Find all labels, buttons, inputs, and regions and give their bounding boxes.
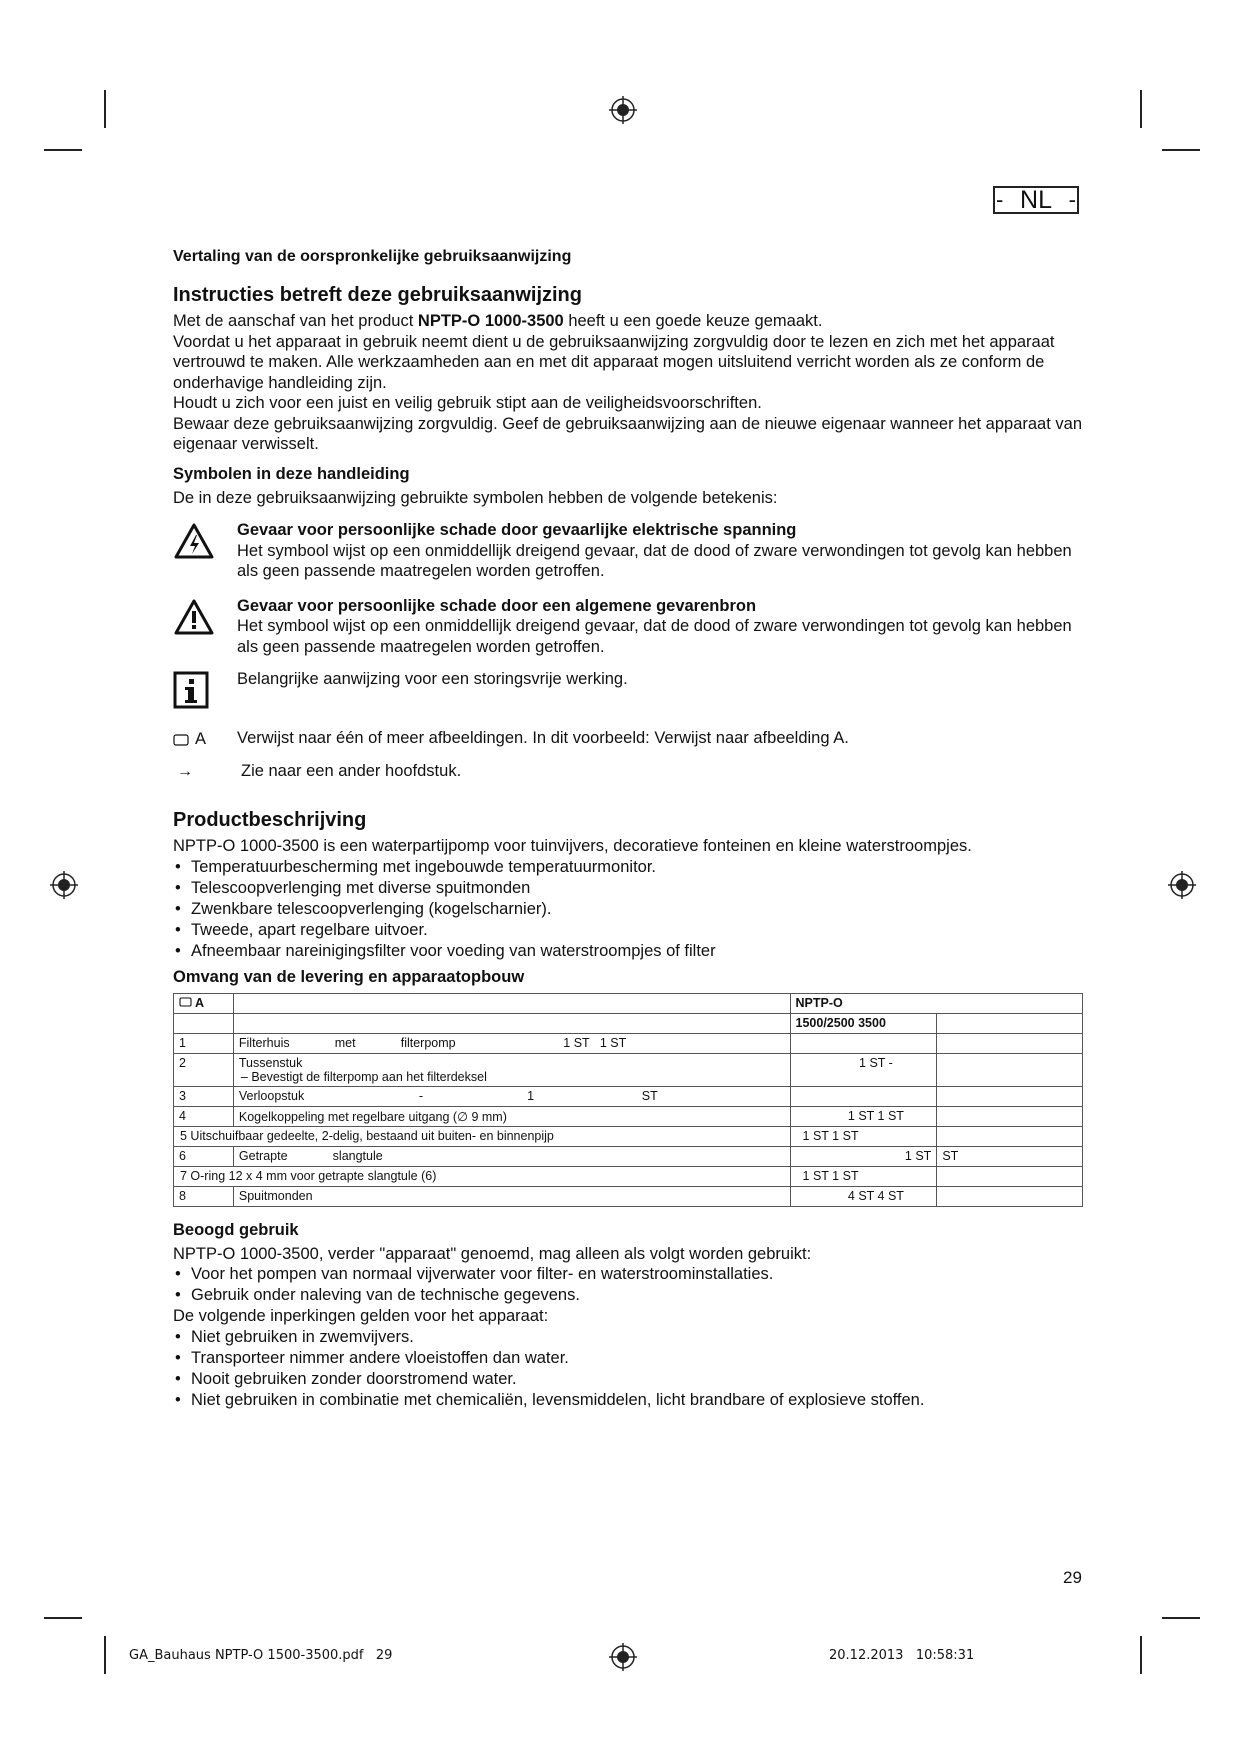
table-cell: 1 ST 1 ST <box>790 1126 937 1146</box>
table-cell: 2 <box>174 1053 234 1086</box>
crop-mark <box>44 149 82 151</box>
footer-timestamp: 20.12.2013 10:58:31 <box>829 1648 975 1663</box>
table-row <box>174 1033 1083 1053</box>
symbol-info-row <box>173 669 1083 714</box>
keep-manual-paragraph: Bewaar deze gebruiksaanwijzing zorgvuldig. Geef de gebruiksaanwijzing aan de nieuwe eigenaar wanneer het apparaat van eigenaar verwisselt. <box>173 414 1083 453</box>
table-cell: 7 O-ring 12 x 4 mm voor getrapte slangtule (6) <box>174 1166 791 1186</box>
general-warning-heading: Gevaar voor persoonlijke schade door een algemene gevarenbron <box>237 596 757 615</box>
info-text: Belangrijke aanwijzing voor een storingsvrije werking. <box>237 670 628 688</box>
intended-use-intro: NPTP-O 1000-3500, verder "apparaat" genoemd, mag alleen als volgt worden gebruikt: <box>173 1244 812 1263</box>
crop-mark <box>44 1617 82 1619</box>
list-item: • Niet gebruiken in combinatie met chemicaliën, levensmiddelen, licht brandbare of explosieve stoffen. <box>173 1390 1083 1411</box>
limits-list <box>173 1327 1083 1411</box>
limits-intro: De volgende inperkingen gelden voor het apparaat: <box>173 1307 549 1325</box>
product-name: NPTP-O 1000-3500 <box>417 312 564 330</box>
list-item: • Nooit gebruiken zonder doorstromend water. <box>173 1369 1083 1390</box>
crop-mark <box>104 90 106 128</box>
table-cell: Tussenstuk <box>238 1055 303 1070</box>
list-item: • Afneembaar nareinigingsfilter voor voeding van waterstroompjes of filter <box>173 941 1083 962</box>
electric-warning-icon <box>173 522 215 560</box>
general-warning-icon <box>173 598 215 636</box>
table-row <box>174 1166 1083 1186</box>
intro-paragraph <box>173 311 1083 332</box>
symbol-chapter-row <box>173 761 1083 782</box>
symbol-figure-row <box>173 728 1083 751</box>
symbol-electric-row <box>173 520 1083 582</box>
figure-reference-icon <box>173 734 189 746</box>
table-row <box>174 1086 1083 1106</box>
electric-warning-text: Het symbool wijst op een onmiddellijk dreigend gevaar, dat de dood of zware verwondingen tot gevolg kan hebben als geen passende maatregelen worden getroffen. <box>237 541 1072 580</box>
translation-subtitle: Vertaling van de oorspronkelijke gebruiksaanwijzing <box>173 248 572 265</box>
table-model-header: NPTP-O <box>790 993 1082 1013</box>
table-cell: 8 <box>174 1186 234 1206</box>
allowed-use-list <box>173 1264 1083 1306</box>
intended-use-heading: Beoogd gebruik <box>173 1220 299 1239</box>
intro-text: Met de aanschaf van het product <box>173 312 418 330</box>
list-item: • Zwenkbare telescoopverlenging (kogelscharnier). <box>173 899 1083 920</box>
table-cell: 1 ST 1 ST <box>790 1166 937 1186</box>
scope-heading: Omvang van de levering en apparaatopbouw <box>173 967 525 986</box>
table-figure-label: A <box>195 995 205 1010</box>
table-cell: 4 ST 4 ST <box>790 1186 937 1206</box>
read-manual-paragraph: Voordat u het apparaat in gebruik neemt dient u de gebruiksaanwijzing zorgvuldig door te lezen en zich met het apparaat vertrouwd te maken. Alle werkzaamheden aan en met dit apparaat mogen uitsluitend verricht worden als ze conform de onderhavige handleiding zijn. <box>173 332 1055 392</box>
intro-text-end: heeft u een goede keuze gemaakt. <box>563 312 823 330</box>
list-item: • Tweede, apart regelbare uitvoer. <box>173 920 1083 941</box>
crop-mark <box>1162 1617 1200 1619</box>
crop-mark <box>1140 1636 1142 1674</box>
table-cell: 1 ST <box>790 1146 937 1166</box>
list-item: • Telescoopverlenging met diverse spuitmonden <box>173 878 1083 899</box>
table-cell: 1 <box>174 1033 234 1053</box>
registration-mark-icon <box>1167 870 1197 900</box>
table-cell: Verloopstuk - 1 ST <box>233 1086 790 1106</box>
table-row <box>174 1013 1083 1033</box>
figure-reference-text: Verwijst naar één of meer afbeeldingen. In dit voorbeeld: Verwijst naar afbeelding A. <box>237 729 849 747</box>
table-row <box>174 1146 1083 1166</box>
table-cell: 1 ST - <box>790 1053 937 1086</box>
table-row <box>174 1106 1083 1126</box>
footer-filename: GA_Bauhaus NPTP-O 1500-3500.pdf 29 <box>129 1648 393 1663</box>
page-content <box>173 240 1083 1411</box>
table-cell: Kogelkoppeling met regelbare uitgang (∅ 9 mm) <box>233 1106 790 1126</box>
table-row <box>174 1053 1083 1086</box>
table-sizes-header: 1500/2500 3500 <box>790 1013 937 1033</box>
list-item: • Temperatuurbescherming met ingebouwde temperatuurmonitor. <box>173 857 1083 878</box>
registration-mark-icon <box>608 95 638 125</box>
page-number: 29 <box>1063 1568 1082 1587</box>
table-cell: 3 <box>174 1086 234 1106</box>
registration-mark-icon <box>49 870 79 900</box>
language-code: NL <box>1020 186 1052 214</box>
table-cell: 4 <box>174 1106 234 1126</box>
crop-mark <box>1140 90 1142 128</box>
safety-paragraph: Houdt u zich voor een juist en veilig gebruik stipt aan de veiligheidsvoorschriften. <box>173 394 762 412</box>
language-tag-left-dash: - <box>996 187 1004 212</box>
info-icon <box>173 671 209 709</box>
chapter-reference-text: Zie naar een ander hoofdstuk. <box>241 761 462 780</box>
feature-list <box>173 857 1083 962</box>
list-item: • Gebruik onder naleving van de technische gegevens. <box>173 1285 1083 1306</box>
list-item: • Voor het pompen van normaal vijverwater voor filter- en waterstroominstallaties. <box>173 1264 1083 1285</box>
figure-reference-label: A <box>195 730 207 748</box>
electric-warning-heading: Gevaar voor persoonlijke schade door gevaarlijke elektrische spanning <box>237 521 797 539</box>
crop-mark <box>1162 149 1200 151</box>
table-row <box>174 993 1083 1013</box>
table-cell: 6 <box>174 1146 234 1166</box>
table-cell: Spuitmonden <box>233 1186 790 1206</box>
general-warning-text: Het symbool wijst op een onmiddellijk dreigend gevaar, dat de dood of zware verwondingen tot gevolg kan hebben als geen passende maatregelen worden getroffen. <box>237 617 1072 656</box>
table-cell: 1 ST 1 ST <box>790 1106 937 1126</box>
arrow-right-icon: → <box>177 762 193 780</box>
table-cell: ST <box>937 1146 1083 1166</box>
table-row <box>174 1186 1083 1206</box>
table-cell-note: – Bevestigt de filterpomp aan het filterdeksel <box>240 1069 487 1084</box>
table-row <box>174 1126 1083 1146</box>
table-cell: Getrapte slangtule <box>233 1146 790 1166</box>
product-intro: NPTP-O 1000-3500 is een waterpartijpomp voor tuinvijvers, decoratieve fonteinen en kleine waterstroompjes. <box>173 837 972 855</box>
instructions-heading: Instructies betreft deze gebruiksaanwijzing <box>173 284 582 306</box>
crop-mark <box>104 1636 106 1674</box>
symbols-heading: Symbolen in deze handleiding <box>173 464 410 483</box>
table-cell: Filterhuis met filterpomp 1 ST 1 ST <box>233 1033 790 1053</box>
list-item: • Niet gebruiken in zwemvijvers. <box>173 1327 1083 1348</box>
scope-table <box>173 993 1083 1207</box>
table-cell: 5 Uitschuifbaar gedeelte, 2-delig, bestaand uit buiten- en binnenpijp <box>174 1126 791 1146</box>
language-tag-right-dash: - <box>1068 187 1076 212</box>
symbols-intro: De in deze gebruiksaanwijzing gebruikte symbolen hebben de volgende betekenis: <box>173 488 778 507</box>
symbol-general-row <box>173 596 1083 658</box>
figure-reference-icon <box>179 997 192 1007</box>
list-item: • Transporteer nimmer andere vloeistoffen dan water. <box>173 1348 1083 1369</box>
registration-mark-icon <box>608 1642 638 1672</box>
language-tag <box>993 186 1079 214</box>
product-description-heading: Productbeschrijving <box>173 809 367 831</box>
